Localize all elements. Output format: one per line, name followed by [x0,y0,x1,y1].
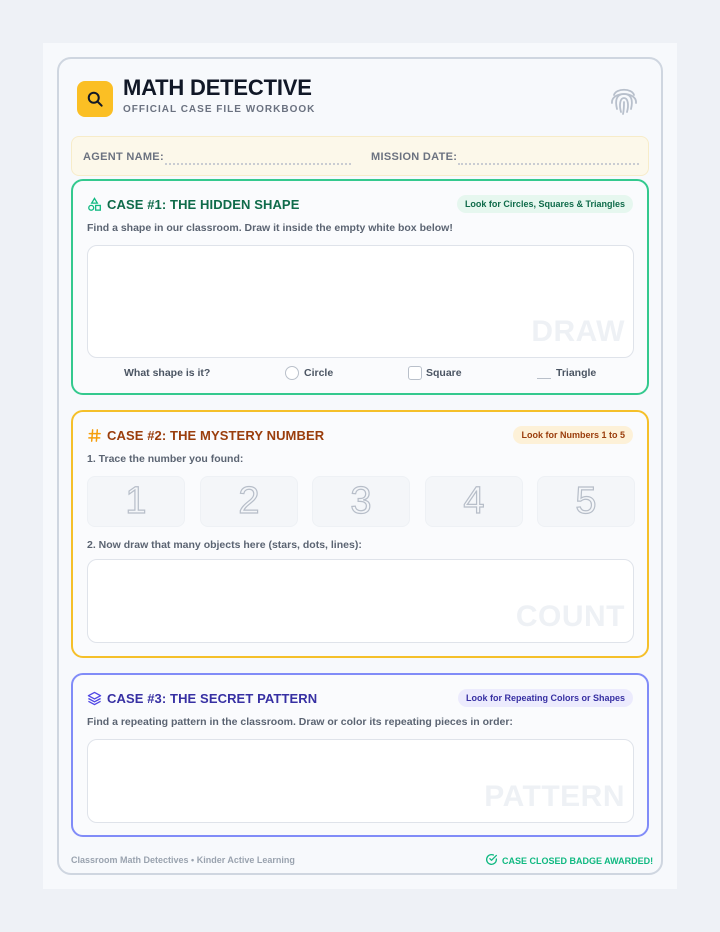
trace-number-3[interactable]: 3 [312,476,410,527]
case-2-title: CASE #2: THE MYSTERY NUMBER [107,428,325,443]
case-1-title: CASE #1: THE HIDDEN SHAPE [107,197,300,212]
agent-name-label: AGENT NAME: [83,151,164,163]
footer-credit: Classroom Math Detectives • Kinder Active Learning [71,855,295,865]
agent-info-bar [71,136,649,176]
case-1-card [71,179,649,395]
case-1-draw-area[interactable] [87,245,634,358]
draw-watermark: DRAW [531,315,625,348]
square-option-label: Square [426,367,462,379]
case-3-title: CASE #3: THE SECRET PATTERN [107,691,318,706]
pattern-watermark: PATTERN [484,780,625,813]
case-2-step-2: 2. Now draw that many objects here (stars, dots, lines): [87,539,362,551]
page-title: MATH DETECTIVE [123,75,312,100]
shapes-icon [87,197,102,212]
trace-number-1[interactable]: 1 [87,476,185,527]
case-2-draw-area[interactable] [87,559,634,643]
layers-icon [87,691,102,706]
case-2-tag: Look for Numbers 1 to 5 [513,426,633,444]
trace-number-4[interactable]: 4 [425,476,523,527]
count-watermark: COUNT [515,600,625,633]
agent-name-field[interactable] [165,163,351,165]
case-1-tag: Look for Circles, Squares & Triangles [457,195,633,213]
case-3-draw-area[interactable] [87,739,634,823]
triangle-option-label: Triangle [556,367,597,379]
page-subtitle: OFFICIAL CASE FILE WORKBOOK [123,104,316,115]
case-3-tag: Look for Repeating Colors or Shapes [458,689,633,707]
hash-icon [87,428,102,443]
search-icon [77,81,113,117]
shape-question: What shape is it? [124,367,211,379]
mission-date-label: MISSION DATE: [371,151,458,163]
case-closed-badge [485,853,653,868]
check-circle-icon [485,853,498,868]
case-2-step-1: 1. Trace the number you found: [87,453,244,465]
case-2-card [71,410,649,658]
mission-date-field[interactable] [458,163,639,165]
case-3-instruction: Find a repeating pattern in the classroom. Draw or color its repeating pieces in order: [87,716,513,728]
fingerprint-icon [606,81,642,117]
trace-number-5[interactable]: 5 [537,476,635,527]
case-closed-text: CASE CLOSED BADGE AWARDED! [502,855,654,866]
square-option-checkbox[interactable] [408,366,422,380]
trace-number-2[interactable]: 2 [200,476,298,527]
case-1-instruction: Find a shape in our classroom. Draw it inside the empty white box below! [87,222,453,234]
case-3-card [71,673,649,837]
circle-option-label: Circle [304,367,334,379]
triangle-option-blank[interactable] [537,378,551,379]
circle-option-radio[interactable] [285,366,299,380]
